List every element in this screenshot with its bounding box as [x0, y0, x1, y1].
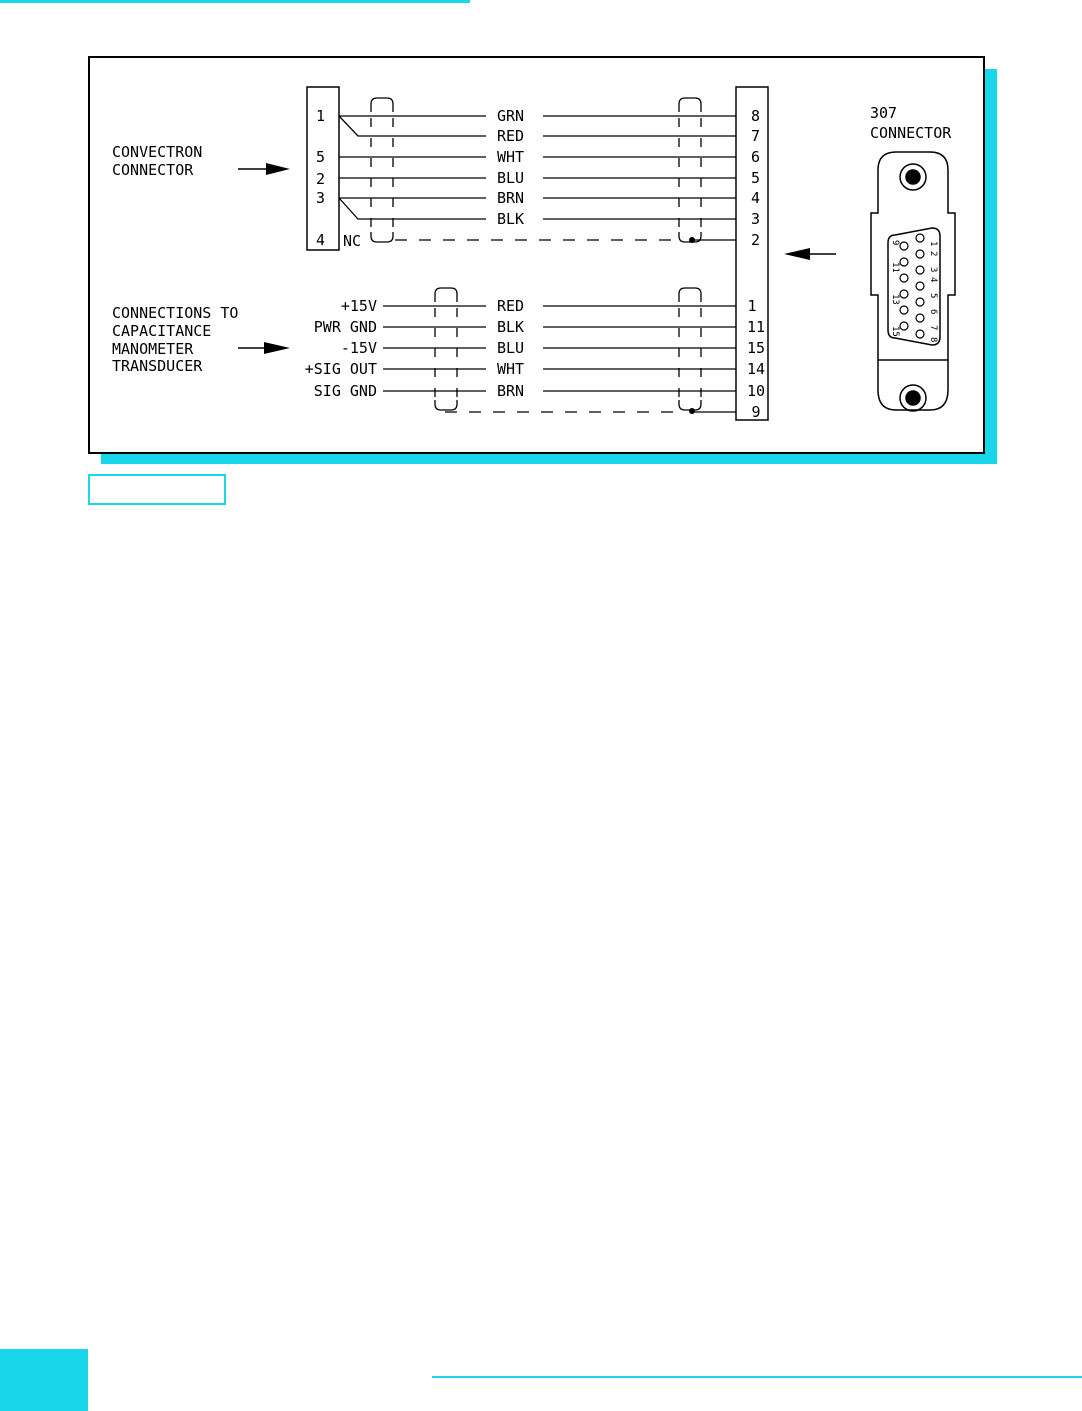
bottom-accent-rule: [432, 1376, 1082, 1378]
wire-color-label: BLK: [497, 210, 525, 228]
figure-caption-box: [88, 474, 226, 505]
wire-color-label: RED: [497, 127, 525, 145]
connector-307-title-line-2: CONNECTOR: [870, 124, 952, 142]
transducer-title-line-1: CONNECTIONS TO: [112, 304, 239, 322]
face-pin-label: 2: [928, 251, 938, 257]
shield-lower-left-top: [435, 288, 457, 302]
wiring-diagram: [0, 0, 1082, 470]
transducer-arrow-icon: [264, 342, 290, 354]
signal-label: +SIG OUT: [304, 360, 377, 378]
connector-pin-number: 6: [751, 148, 761, 166]
wire-color-label: BRN: [497, 189, 525, 207]
page-corner-block: [0, 1349, 88, 1411]
drain-junction-lower: [689, 408, 695, 414]
connector-pin-number: 11: [746, 318, 766, 336]
face-pin-label: 7: [928, 325, 938, 331]
wire-color-label: BLU: [497, 339, 525, 357]
shield-lower-left-bottom: [435, 400, 457, 410]
convectron-pin-label: 4: [316, 231, 326, 249]
face-pin-label: 6: [928, 309, 938, 315]
nc-label: NC: [343, 232, 362, 250]
shield-right-top: [679, 98, 701, 112]
connector-face-pins: [900, 234, 924, 338]
convectron-pin-label: 3: [316, 189, 326, 207]
transducer-wires: [383, 306, 736, 391]
signal-label: SIG GND: [313, 382, 377, 400]
shield-left-top: [371, 98, 393, 112]
connector-pin-number: 4: [751, 189, 761, 207]
connector-pin-number: 7: [751, 127, 761, 145]
connector-pin-number: 2: [751, 231, 761, 249]
shield-lower-right-bottom: [679, 400, 701, 410]
shield-right-sides: [679, 118, 701, 232]
face-pin-label: 13: [890, 294, 900, 305]
wire-red-left: [339, 116, 486, 136]
wire-color-label: BLK: [497, 318, 525, 336]
shield-left-sides: [371, 118, 393, 232]
connector-307-title-line-1: 307: [870, 104, 898, 122]
wire-blk-left: [339, 198, 486, 219]
connector-pin-number: 1: [747, 297, 757, 315]
connector-pin-number: 5: [751, 169, 761, 187]
convectron-pin-label: 2: [316, 170, 326, 188]
wire-color-label: GRN: [497, 107, 525, 125]
signal-label: PWR GND: [313, 318, 377, 336]
face-pin-label: 5: [928, 293, 938, 299]
convectron-pin-label: 1: [316, 107, 326, 125]
face-pin-label: 1: [928, 241, 938, 247]
wire-color-label: WHT: [497, 360, 525, 378]
convectron-wires: [339, 116, 736, 219]
signal-label: +15V: [340, 297, 377, 315]
transducer-title-line-4: TRANSDUCER: [112, 357, 203, 375]
face-pin-label: 8: [928, 337, 938, 343]
connector-307-drawing: [871, 152, 955, 411]
connector-pin-number: 8: [751, 107, 761, 125]
convectron-arrow-icon: [266, 163, 290, 175]
face-pin-label: 11: [890, 262, 900, 273]
wire-color-label: BRN: [497, 382, 525, 400]
transducer-title-line-2: CAPACITANCE: [112, 322, 212, 340]
signal-label: -15V: [340, 339, 377, 357]
convectron-pin-label: 5: [316, 148, 326, 166]
connector-pin-number: 10: [746, 382, 766, 400]
face-pin-label: 3: [928, 267, 938, 273]
connector-face-pin-labels: [890, 240, 938, 342]
connector-pin-number: 14: [746, 360, 766, 378]
transducer-title-line-3: MANOMETER: [112, 340, 194, 358]
drain-junction-upper: [689, 237, 695, 243]
face-pin-label: 9: [890, 240, 900, 246]
connector-pin-number: 15: [746, 339, 766, 357]
shield-left-bottom: [371, 232, 393, 242]
connector-arrow-icon: [784, 248, 810, 260]
wire-color-label: BLU: [497, 169, 525, 187]
wire-color-label: RED: [497, 297, 525, 315]
shield-lower-right-top: [679, 288, 701, 302]
face-pin-label: 4: [928, 277, 938, 283]
convectron-title-line-1: CONVECTRON: [112, 143, 203, 161]
connector-pin-number: 9: [751, 403, 761, 421]
convectron-title-line-2: CONNECTOR: [112, 161, 194, 179]
upper-shields: [371, 98, 736, 242]
wire-color-label: WHT: [497, 148, 525, 166]
connector-pin-number: 3: [751, 210, 761, 228]
face-pin-label: 15: [890, 326, 900, 337]
